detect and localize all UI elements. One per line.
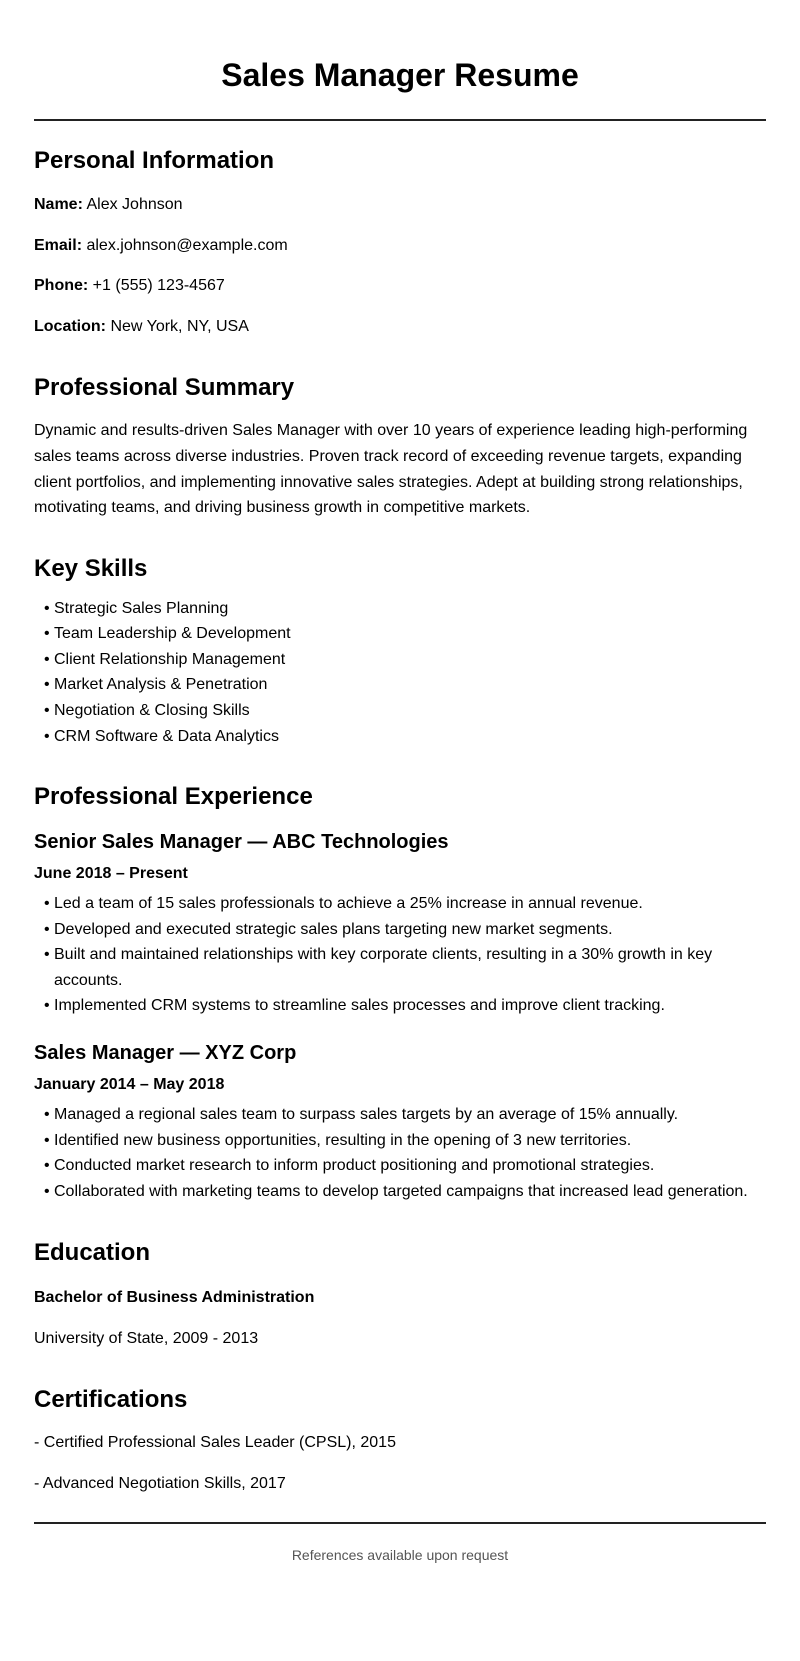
job-title-2: Sales Manager — XYZ Corp	[34, 1042, 297, 1065]
page-title: Sales Manager Resume	[34, 56, 766, 121]
footer-note: References available upon request	[291, 1546, 509, 1563]
personal-info-heading: Personal Information	[34, 147, 275, 175]
education-heading: Education	[34, 1238, 151, 1266]
job-bullets-2	[34, 1102, 766, 1204]
job-bullet: • Identified new business opportunities, resulting in the opening of 3 new territories.	[54, 1128, 766, 1154]
summary-text: Dynamic and results-driven Sales Manager with over 10 years of experience leading high-performing sales teams across diverse industries. Proven track record of exceeding revenue targets, expanding client portfolios, and implementing innovative sales strategies. Adept at building strong relationships, motivating teams, and driving business growth in competitive markets.	[34, 422, 748, 517]
job-bullet: • Collaborated with marketing teams to develop targeted campaigns that increased lead generation.	[54, 1179, 766, 1205]
skill-item: • Negotiation & Closing Skills	[54, 698, 766, 724]
name-label: Name:	[34, 196, 83, 214]
school-line: University of State, 2009 - 2013	[34, 1330, 259, 1347]
job-bullet: • Built and maintained relationships with key corporate clients, resulting in a 30% growth in key accounts.	[54, 942, 766, 993]
certification-item: - Advanced Negotiation Skills, 2017	[34, 1474, 286, 1492]
skill-item: • Market Analysis & Penetration	[54, 672, 766, 698]
summary-heading: Professional Summary	[34, 373, 295, 401]
location-line	[34, 314, 766, 340]
job-title-1: Senior Sales Manager — ABC Technologies	[34, 830, 449, 853]
name-line	[34, 192, 766, 218]
certifications-heading: Certifications	[34, 1385, 188, 1413]
skill-item: • CRM Software & Data Analytics	[54, 724, 766, 750]
email-label: Email:	[34, 236, 83, 254]
skill-item: • Strategic Sales Planning	[54, 596, 766, 622]
footer-divider	[34, 1522, 766, 1524]
job-bullet: • Conducted market research to inform product positioning and promotional strategies.	[54, 1153, 766, 1179]
location-label: Location:	[34, 317, 106, 335]
job-dates-1: June 2018 – Present	[34, 864, 188, 882]
experience-heading: Professional Experience	[34, 783, 313, 811]
job-bullets-1	[34, 891, 766, 1019]
job-bullet: • Implemented CRM systems to streamline sales processes and improve client tracking.	[54, 993, 766, 1019]
phone-line	[34, 273, 766, 299]
job-bullet: • Developed and executed strategic sales plans targeting new market segments.	[54, 917, 766, 943]
skills-heading: Key Skills	[34, 554, 148, 582]
skill-item: • Team Leadership & Development	[54, 621, 766, 647]
job-dates-2: January 2014 – May 2018	[34, 1076, 225, 1094]
phone-label: Phone:	[34, 277, 89, 295]
phone-value: +1 (555) 123-4567	[92, 277, 225, 295]
location-value: New York, NY, USA	[110, 317, 249, 335]
skill-item: • Client Relationship Management	[54, 647, 766, 673]
skills-list	[34, 596, 766, 750]
degree-name: Bachelor of Business Administration	[34, 1289, 315, 1307]
certification-item: - Certified Professional Sales Leader (CPSL), 2015	[34, 1434, 396, 1452]
job-bullet: • Managed a regional sales team to surpass sales targets by an average of 15% annually.	[54, 1102, 766, 1128]
email-line	[34, 233, 766, 259]
name-value: Alex Johnson	[86, 196, 183, 214]
job-bullet: • Led a team of 15 sales professionals to achieve a 25% increase in annual revenue.	[54, 891, 766, 917]
email-value: alex.johnson@example.com	[86, 236, 288, 254]
